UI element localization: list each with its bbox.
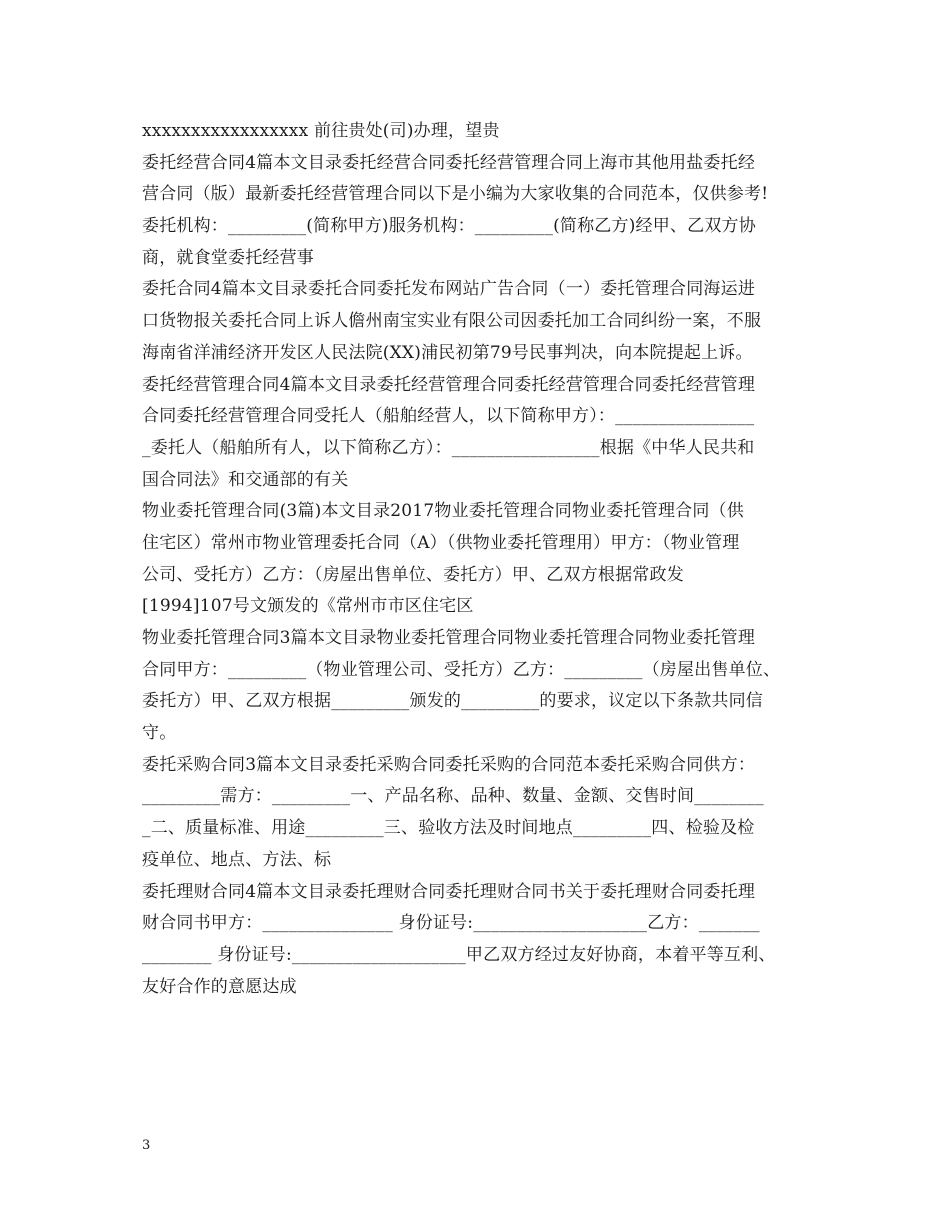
text-line: _________需方：_________一、产品名称、品种、数量、金额、交售时间________ xyxy=(142,786,764,807)
page-number: 3 xyxy=(142,1138,151,1153)
text-line: _委托人（船舶所有人，以下简称乙方）：_________________根据《中华人民共和 xyxy=(142,437,755,458)
text-line: ________ 身份证号:____________________甲乙双方经过友好协商，本着平等互利、 xyxy=(142,944,776,965)
text-line: 营合同（版）最新委托经营管理合同以下是小编为大家收集的合同范本，仅供参考! xyxy=(142,184,769,205)
text-line: [1994]107号文颁发的《常州市市区住宅区 xyxy=(142,596,474,617)
text-line: 物业委托管理合同3篇本文目录物业委托管理合同物业委托管理合同物业委托管理 xyxy=(142,628,756,648)
text-line: 守。 xyxy=(142,723,177,744)
text-line: 委托机构：_________(简称甲方)服务机构：_________(简称乙方)经甲、乙双方协 xyxy=(142,216,756,237)
text-line: 物业委托管理合同(3篇)本文目录2017物业委托管理合同物业委托管理合同（供 xyxy=(142,501,744,522)
document-body xyxy=(142,116,814,1003)
text-line: 商，就食堂委托经营事 xyxy=(142,247,314,268)
text-line: 委托采购合同3篇本文目录委托采购合同委托采购的合同范本委托采购合同供方： xyxy=(142,754,756,775)
text-line: 合同委托经营管理合同受托人（船舶经营人，以下简称甲方）：________________ xyxy=(142,406,755,427)
text-line: 财合同书甲方：_______________ 身份证号:____________________乙方：_______ xyxy=(142,913,760,934)
text-line: 委托合同4篇本文目录委托合同委托发布网站广告合同（一）委托管理合同海运进 xyxy=(142,279,756,300)
text-line: xxxxxxxxxxxxxxxxx 前往贵处(司)办理，望贵 xyxy=(142,121,500,141)
text-line: _二、质量标准、用途_________三、验收方法及时间地点_________四、检验及检 xyxy=(142,818,755,839)
text-line: 疫单位、地点、方法、标 xyxy=(142,849,332,870)
text-line: 合同甲方：_________（物业管理公司、受托方）乙方：_________（房屋出售单位、 xyxy=(142,659,781,680)
text-line: 委托经营合同4篇本文目录委托经营合同委托经营管理合同上海市其他用盐委托经 xyxy=(142,152,756,173)
text-line: 国合同法》和交通部的有关 xyxy=(142,469,349,490)
text-line: 友好合作的意愿达成 xyxy=(142,976,297,997)
text-line: 委托经营管理合同4篇本文目录委托经营管理合同委托经营管理合同委托经营管理 xyxy=(142,374,756,395)
text-line: 海南省洋浦经济开发区人民法院(XX)浦民初第79号民事判决，向本院提起上诉。 xyxy=(142,342,753,363)
text-line: 委托理财合同4篇本文目录委托理财合同委托理财合同书关于委托理财合同委托理 xyxy=(142,881,756,902)
text-line: 公司、受托方）乙方：（房屋出售单位、委托方）甲、乙双方根据常政发 xyxy=(142,564,684,585)
text-line: 住宅区）常州市物业管理委托合同（A）（供物业委托管理用）甲方：（物业管理 xyxy=(142,532,740,553)
text-line: 委托方）甲、乙双方根据_________颁发的_________的要求，议定以下条款共同信 xyxy=(142,691,763,712)
text-line: 口货物报关委托合同上诉人儋州南宝实业有限公司因委托加工合同纠纷一案，不服 xyxy=(142,311,762,332)
